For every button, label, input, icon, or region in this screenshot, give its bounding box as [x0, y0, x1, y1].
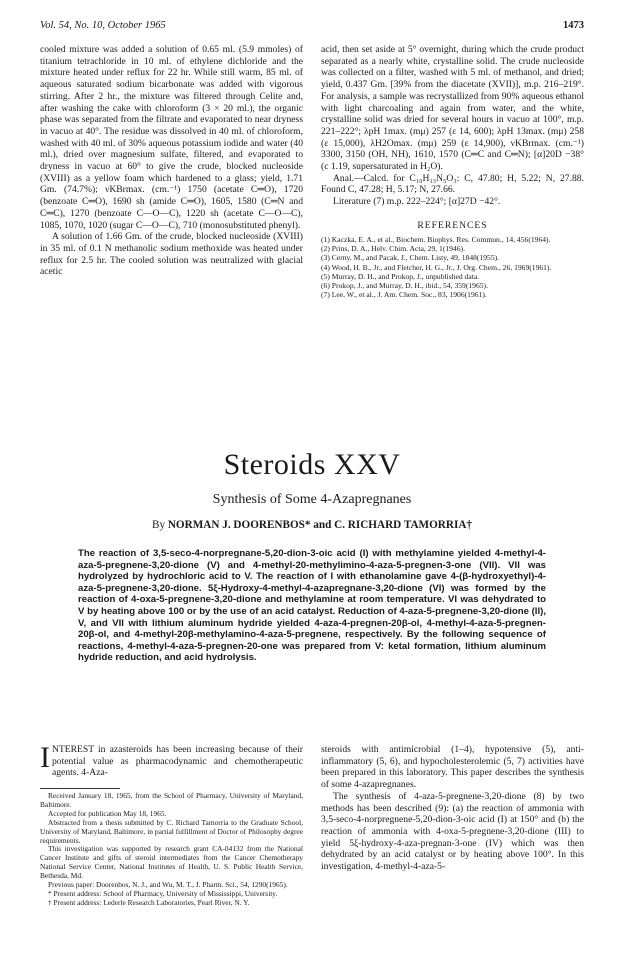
authors-prefix: By: [151, 519, 168, 531]
footnotes: [40, 792, 303, 908]
footnote: Abstracted from a thesis submitted by C. Richard Tamorria to the Graduate School, University of Maryland, Baltimore, in partial fulfillment of Doctor of Philosophy degree requirements.: [40, 817, 303, 845]
references-list: [321, 235, 584, 299]
abstract: The reaction of 3,5-seco-4-norpregnane-5,20-dion-3-oic acid (I) with methylamine yielded 4-methyl-4-aza-5-pregnene-3,20-dione (V) and 4-methyl-20-methylimino-4-aza-5-pregnen-3-one (VII). VII was hydrolyzed by hydrochloric acid to V. The reaction of I with ethanolamine gave 4-(β-hydroxyethyl)-4-aza-5-pregnene-3,20-dione. 5ξ-Hydroxy-4-methyl-4-azapregnane-3,20-dione (VI) was formed by the reaction of 4-oxa-5-pregnene-3,20-dione and methylamine at room temperature. VI was dehydrated to V by heating above 100 or by the use of an acid catalyst. Reduction of 4-aza-5-pregnene-3,20-dione (II), V, and VII with lithium aluminum hydride yielded 4-aza-4-pregnen-20β-ol, 4-methyl-4-aza-5-pregnen-20β-ol, and 4-methyl-20β-methylamino-4-aza-5-pregnene, respectively. By the following sequence of reactions, 4-methyl-4-aza-5-pregnen-20-one was prepared from V: ketal formation, lithium aluminum hydride reduction, and acid hydrolysis.: [78, 548, 546, 664]
article-authors: [0, 519, 624, 531]
reference-item: (3) Cerny, M., and Pacak, J., Chem. Listy, 49, 1848(1955).: [321, 253, 500, 263]
footnote: Received January 18, 1965, from the School of Pharmacy, University of Maryland, Baltimore.: [40, 791, 303, 809]
footnote: This investigation was supported by research grant CA-04132 from the National Cancer Institute and gifts of steroid intermediates from the Cancer Chemotherapy National Service Center, National Institutes of Health, U. S. Public Health Service, Bethesda, Md.: [40, 844, 303, 881]
paragraph: steroids with antimicrobial (1–4), hypotensive (5), anti-inflammatory (5, 6), and hypocholesterolemic (5, 7) activities have been prepared in this laboratory. This paper describes the synthesis of some 4-azapregnanes.: [321, 744, 584, 791]
footnote: Accepted for publication May 18, 1965.: [48, 808, 167, 818]
paragraph: A solution of 1.66 Gm. of the crude, blocked nucleoside (XVIII) in 35 ml. of 0.1 N methanolic sodium methoxide was heated under reflux for 2.5 hr. The cooled solution was neutralized with glacial acetic: [40, 231, 303, 278]
references-section: [321, 220, 584, 299]
footnote: Previous paper: Doorenbos, N. J., and Wu, M. T., J. Pharm. Sci., 54, 1290(1965).: [48, 880, 288, 890]
reference-item: (4) Wood, H. B., Jr., and Fletcher, H. G., Jr., J. Org. Chem., 26, 1969(1961).: [321, 262, 552, 272]
body-right-column: [321, 744, 584, 944]
reference-item: (6) Prokop, J., and Murray, D. H., ibid., 54, 359(1965).: [321, 281, 488, 291]
analysis-paragraph: Anal.—Calcd. for C₁₀H₁₃N₅O₃: C, 47.80; H, 5.22; N, 27.88. Found C, 47.28; H, 5.17; N, 27.66.: [321, 172, 584, 196]
article-subtitle: Synthesis of Some 4-Azapregnanes: [212, 492, 412, 507]
reference-item: (7) Lee, W., et al., J. Am. Chem. Soc., 83, 1906(1961).: [321, 290, 487, 300]
paragraph: The synthesis of 4-aza-5-pregnene-3,20-dione (8) by two methods has been described (9): (a) the reaction of ammonia with 3,5-seco-4-norpregnene-5,20-dion-3-oic acid (I) at 150° and (b) the reaction of ammonia with 4-oxa-5-pregnene-3,20-dione (III) to yield 5ξ-hydroxy-4-aza-pregnan-3-one (IV) which was then dehydrated by an acid catalyst or by heating above 100°. In this investigation, 4-methyl-4-aza-5-: [321, 790, 584, 873]
drop-cap: I: [40, 744, 50, 774]
reference-item: (2) Prins, D. A., Helv. Chim. Acta, 29, 1(1946).: [321, 244, 465, 254]
journal-volume-issue: Vol. 54, No. 10, October 1965: [40, 20, 166, 31]
footnote: * Present address: School of Pharmacy, University of Mississippi, University.: [48, 888, 278, 898]
paragraph: acid, then set aside at 5° overnight, during which the crude product separated as a nearly white, crystalline solid. The crude nucleoside was collected on a filter, washed with 5 ml. of methanol, and dried; yield, 0.437 Gm. [39% from the diacetate (XVII)], m.p. 216–219°. For analysis, a sample was recrystallized from 90% aqueous ethanol with light charcoaling and again from water, and the white, crystalline solid was dried for several hours in vacuo at 100°, m.p. 221–222°; λpH 1max. (mμ) 257 (ε 14, 600); λpH 13max. (mμ) 258 (ε 15,000), λH2Omax. (mμ) 259 (ε 14,900), νKBrmax. (cm.⁻¹) 3300, 3150 (OH, NH), 1610, 1570 (C═C and C═N); [α]20D −38° (c 1.19, supersaturated in H₂O).: [321, 44, 584, 173]
article-title: Steroids XXV: [223, 448, 401, 481]
references-heading: REFERENCES: [417, 220, 488, 231]
top-left-column: [40, 44, 303, 386]
footnote-rule: [40, 788, 120, 789]
footnote: † Present address: Lederle Research Laboratories, Pearl River, N. Y.: [48, 897, 250, 907]
running-header: [40, 20, 584, 36]
body-left-column: [40, 744, 303, 784]
literature-paragraph: Literature (7) m.p. 222–224°; [α]27D −42°.: [333, 196, 501, 208]
author-names: NORMAN J. DOORENBOS* and C. RICHARD TAMORRIA†: [167, 519, 472, 531]
page-number: 1473: [563, 20, 584, 31]
intro-text: NTEREST in azasteroids has been increasing because of their potential value as pharmacodynamic and chemotherapeutic agents. 4-Aza-: [52, 744, 303, 779]
paragraph: cooled mixture was added a solution of 0.65 ml. (5.9 mmoles) of titanium tetrachloride in 10 ml. of ethylene dichloride and the mixture heated under reflux for 22 hr. While still warm, 85 ml. of aqueous saturated sodium bicarbonate was added with vigorous stirring. After 2 hr., the mixture was filtered through Celite and, after washing the cake with chloroform (3 × 20 ml.), the organic phase was separated from the filtrate and evaporated to near dryness in vacuo at 40°. The residue was dissolved in 40 ml. of chloroform, washed with 40 ml. of 30% aqueous potassium iodide and water (40 ml.), dried over magnesium sulfate, filtered, and evaporated to dryness in vacuo at 60° to give the crude, blocked nucleoside (XVIII) as a yellow foam which hardened to a glass; yield, 1.71 Gm. (74.7%); νKBrmax. (cm.⁻¹) 1750 (acetate C═O), 1720 (benzoate C═O), 1690 sh (amide C═O), 1605, 1580 (C═N and C═C), 1270 (benzoate C—O—C), 1220 sh (acetate C—O—C), 1085, 1070, 1020 (sugar C—O—C), 710 (monosubstituted phenyl).: [40, 44, 303, 231]
top-right-column: [321, 44, 584, 213]
reference-item: (1) Kaczka, E. A., et al., Biochem. Biophys. Res. Commun., 14, 456(1964).: [321, 235, 551, 244]
reference-item: (5) Murray, D. H., and Prokop, J., unpublished data.: [321, 271, 480, 281]
